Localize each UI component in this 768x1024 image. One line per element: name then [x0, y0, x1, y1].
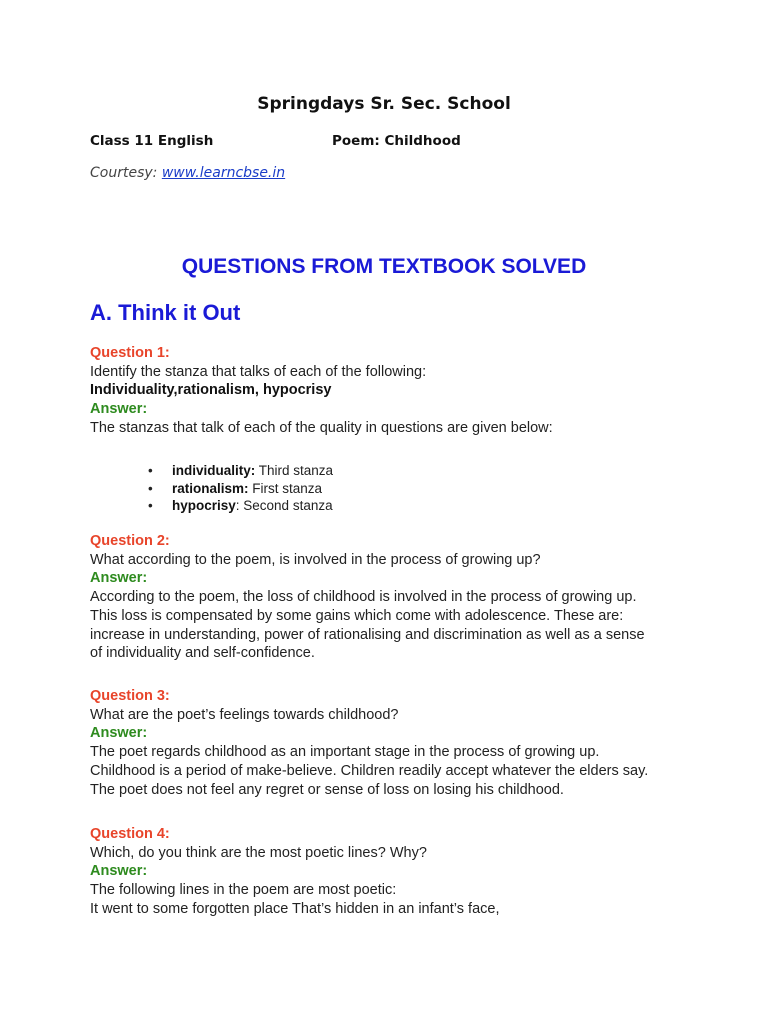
question-1-block: [90, 344, 690, 438]
answer-2-line: According to the poem, the loss of childhood is involved in the process of growing up.: [90, 589, 637, 606]
answer-1-label: Answer:: [90, 401, 148, 418]
answer-2-line: This loss is compensated by some gains which come with adolescence. These are:: [90, 607, 624, 624]
answer-3-line: Childhood is a period of make-believe. Children readily accept whatever the elders say.: [90, 762, 649, 779]
answer-4-line: It went to some forgotten place That’s hidden in an infant’s face,: [90, 900, 500, 917]
answer-2-line: increase in understanding, power of rationalising and discrimination as well as a sense: [90, 626, 645, 643]
courtesy-link[interactable]: www.learncbse.in: [161, 165, 286, 181]
question-2-label: Question 2:: [90, 533, 170, 549]
section-heading: A. Think it Out: [90, 300, 241, 325]
answer-3-line: The poet regards childhood as an important stage in the process of growing up.: [90, 744, 600, 761]
poem-label: Poem: Childhood: [332, 133, 461, 149]
bullet-icon: •: [148, 480, 153, 496]
answer-4-line: The following lines in the poem are most poetic:: [90, 882, 397, 899]
answer-1-list: [148, 462, 333, 515]
answer-3-line: The poet does not feel any regret or sense of loss on losing his childhood.: [90, 781, 564, 798]
answer-1-text: The stanzas that talk of each of the quality in questions are given below:: [90, 419, 553, 436]
courtesy-label: Courtesy:: [90, 165, 158, 181]
question-2-text: What according to the poem, is involved in the process of growing up?: [90, 551, 541, 568]
list-item-term: rationalism:: [172, 480, 249, 496]
list-item-term: hypocrisy: [172, 498, 236, 513]
list-item-text: Third stanza: [255, 463, 334, 478]
main-heading: QUESTIONS FROM TEXTBOOK SOLVED: [181, 255, 587, 278]
list-item: [148, 462, 333, 480]
list-item: [148, 497, 333, 515]
question-3-label: Question 3:: [90, 688, 170, 704]
answer-2-line: of individuality and self-confidence.: [90, 645, 315, 662]
list-item: [148, 480, 333, 498]
question-1-text: Identify the stanza that talks of each of the following:: [90, 363, 427, 380]
question-3-text: What are the poet’s feelings towards childhood?: [90, 706, 399, 723]
bullet-icon: •: [148, 498, 153, 513]
question-1-terms: Individuality,rationalism, hypocrisy: [90, 382, 332, 399]
list-item-term: individuality:: [172, 463, 256, 478]
list-item-text: : Second stanza: [235, 498, 333, 513]
school-name: Springdays Sr. Sec. School: [257, 94, 511, 114]
question-4-block: [90, 825, 690, 919]
answer-2-label: Answer:: [90, 570, 148, 587]
list-item-text: First stanza: [248, 480, 323, 496]
question-2-block: [90, 532, 690, 663]
question-4-label: Question 4:: [90, 826, 170, 842]
question-4-text: Which, do you think are the most poetic lines? Why?: [90, 844, 427, 861]
class-label: Class 11 English: [90, 133, 214, 149]
courtesy-line: [90, 165, 285, 181]
bullet-icon: •: [148, 463, 153, 478]
question-3-block: [90, 687, 690, 799]
answer-4-label: Answer:: [90, 863, 148, 880]
answer-3-label: Answer:: [90, 725, 148, 742]
question-1-label: Question 1:: [90, 345, 170, 361]
